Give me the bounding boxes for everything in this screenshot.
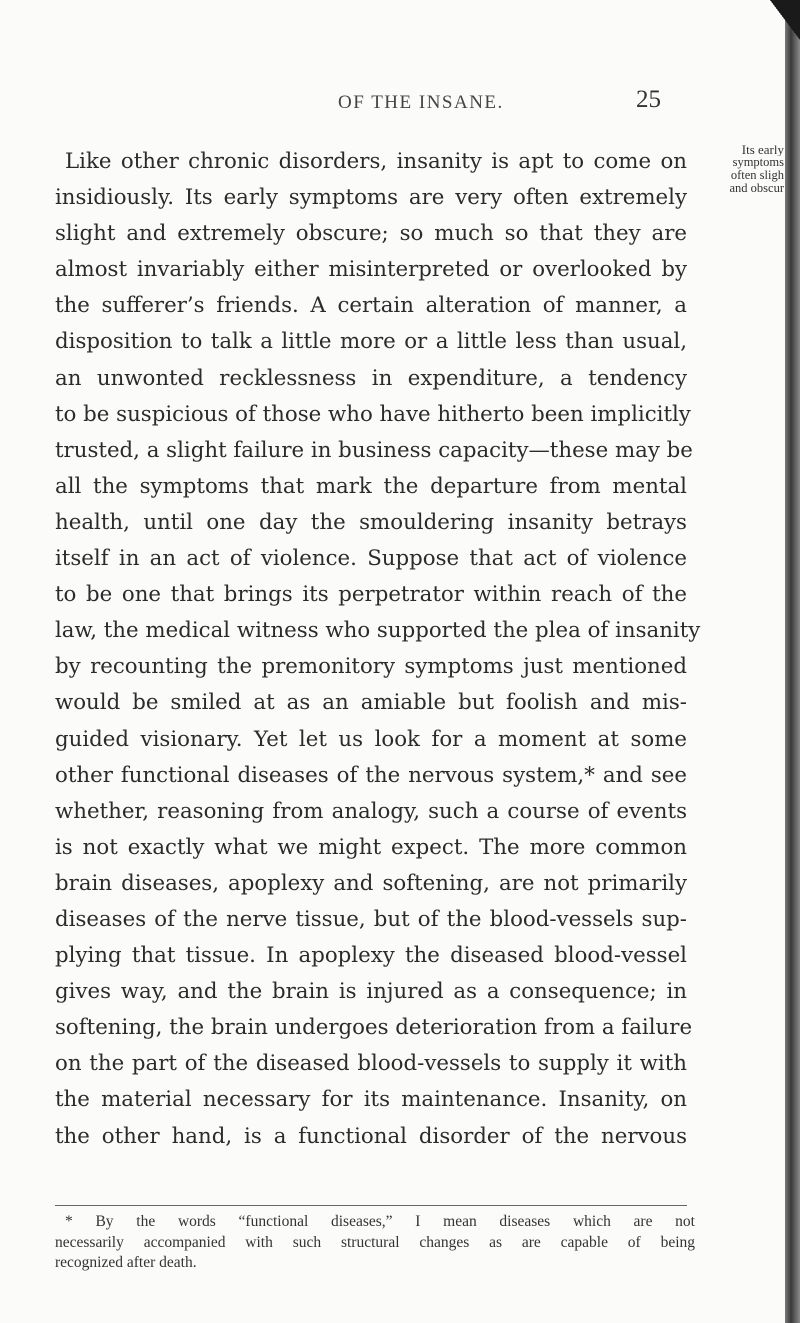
margin-note-line: Its early bbox=[741, 143, 784, 156]
body-line: almost invariably either misinterpreted or overlooked by bbox=[55, 257, 687, 283]
page-edge-shadow bbox=[785, 0, 800, 1323]
body-line: the other hand, is a functional disorder of the nervous bbox=[55, 1123, 687, 1149]
margin-note-line: often sligh bbox=[730, 169, 784, 182]
body-line: itself in an act of violence. Suppose that act of violence bbox=[55, 546, 687, 572]
body-line: would be smiled at as an amiable but foolish and mis- bbox=[55, 690, 687, 716]
body-line: is not exactly what we might expect. The more common bbox=[55, 834, 687, 860]
body-line: all the symptoms that mark the departure from mental bbox=[55, 473, 687, 499]
body-line: disposition to talk a little more or a little less than usual, bbox=[55, 329, 687, 355]
body-line: to be one that brings its perpetrator within reach of the bbox=[55, 582, 687, 608]
footnote-line: necessarily accompanied with such structural changes as are capable of being bbox=[55, 1233, 695, 1251]
body-text bbox=[55, 144, 701, 1155]
footnote-rule bbox=[55, 1205, 687, 1206]
page-number: 25 bbox=[636, 86, 661, 113]
page-corner bbox=[770, 0, 800, 40]
body-line: the material necessary for its maintenance. Insanity, on bbox=[55, 1087, 687, 1113]
body-line: Like other chronic disorders, insanity is apt to come on bbox=[65, 149, 687, 174]
body-line: brain diseases, apoplexy and softening, are not primarily bbox=[55, 870, 687, 896]
body-line: other functional diseases of the nervous system,* and see bbox=[55, 762, 687, 788]
body-line: law, the medical witness who supported the plea of insanity bbox=[55, 618, 701, 644]
margin-note-line: symptoms bbox=[732, 156, 784, 169]
footnote-line: recognized after death. bbox=[55, 1254, 197, 1271]
body-line: health, until one day the smouldering insanity betrays bbox=[55, 509, 687, 535]
footnote-line: * By the words “functional diseases,” I mean diseases which are not bbox=[65, 1213, 695, 1230]
body-line: by recounting the premonitory symptoms just mentioned bbox=[55, 654, 687, 680]
body-line: trusted, a slight failure in business capacity—these may be bbox=[55, 437, 693, 463]
body-line: whether, reasoning from analogy, such a course of events bbox=[55, 798, 687, 824]
running-title: OF THE INSANE. bbox=[338, 92, 504, 113]
body-line: insidiously. Its early symptoms are very often extremely bbox=[55, 185, 687, 211]
body-line: softening, the brain undergoes deterioration from a failure bbox=[55, 1015, 693, 1041]
body-line: to be suspicious of those who have hitherto been implicitly bbox=[55, 401, 691, 427]
body-line: diseases of the nerve tissue, but of the blood-vessels sup- bbox=[55, 906, 687, 932]
body-line: an unwonted recklessness in expenditure, a tendency bbox=[55, 365, 687, 391]
body-line: on the part of the diseased blood-vessels to supply it with bbox=[55, 1051, 687, 1077]
body-line: the sufferer’s friends. A certain alteration of manner, a bbox=[55, 293, 687, 319]
footnote bbox=[55, 1212, 695, 1274]
body-line: slight and extremely obscure; so much so that they are bbox=[55, 221, 687, 247]
running-head bbox=[0, 86, 800, 116]
body-line: gives way, and the brain is injured as a consequence; in bbox=[55, 979, 687, 1005]
body-line: guided visionary. Yet let us look for a moment at some bbox=[55, 726, 687, 752]
margin-note bbox=[704, 143, 784, 195]
body-line: plying that tissue. In apoplexy the diseased blood-vessel bbox=[55, 943, 687, 969]
margin-note-line: and obscur bbox=[729, 182, 784, 195]
